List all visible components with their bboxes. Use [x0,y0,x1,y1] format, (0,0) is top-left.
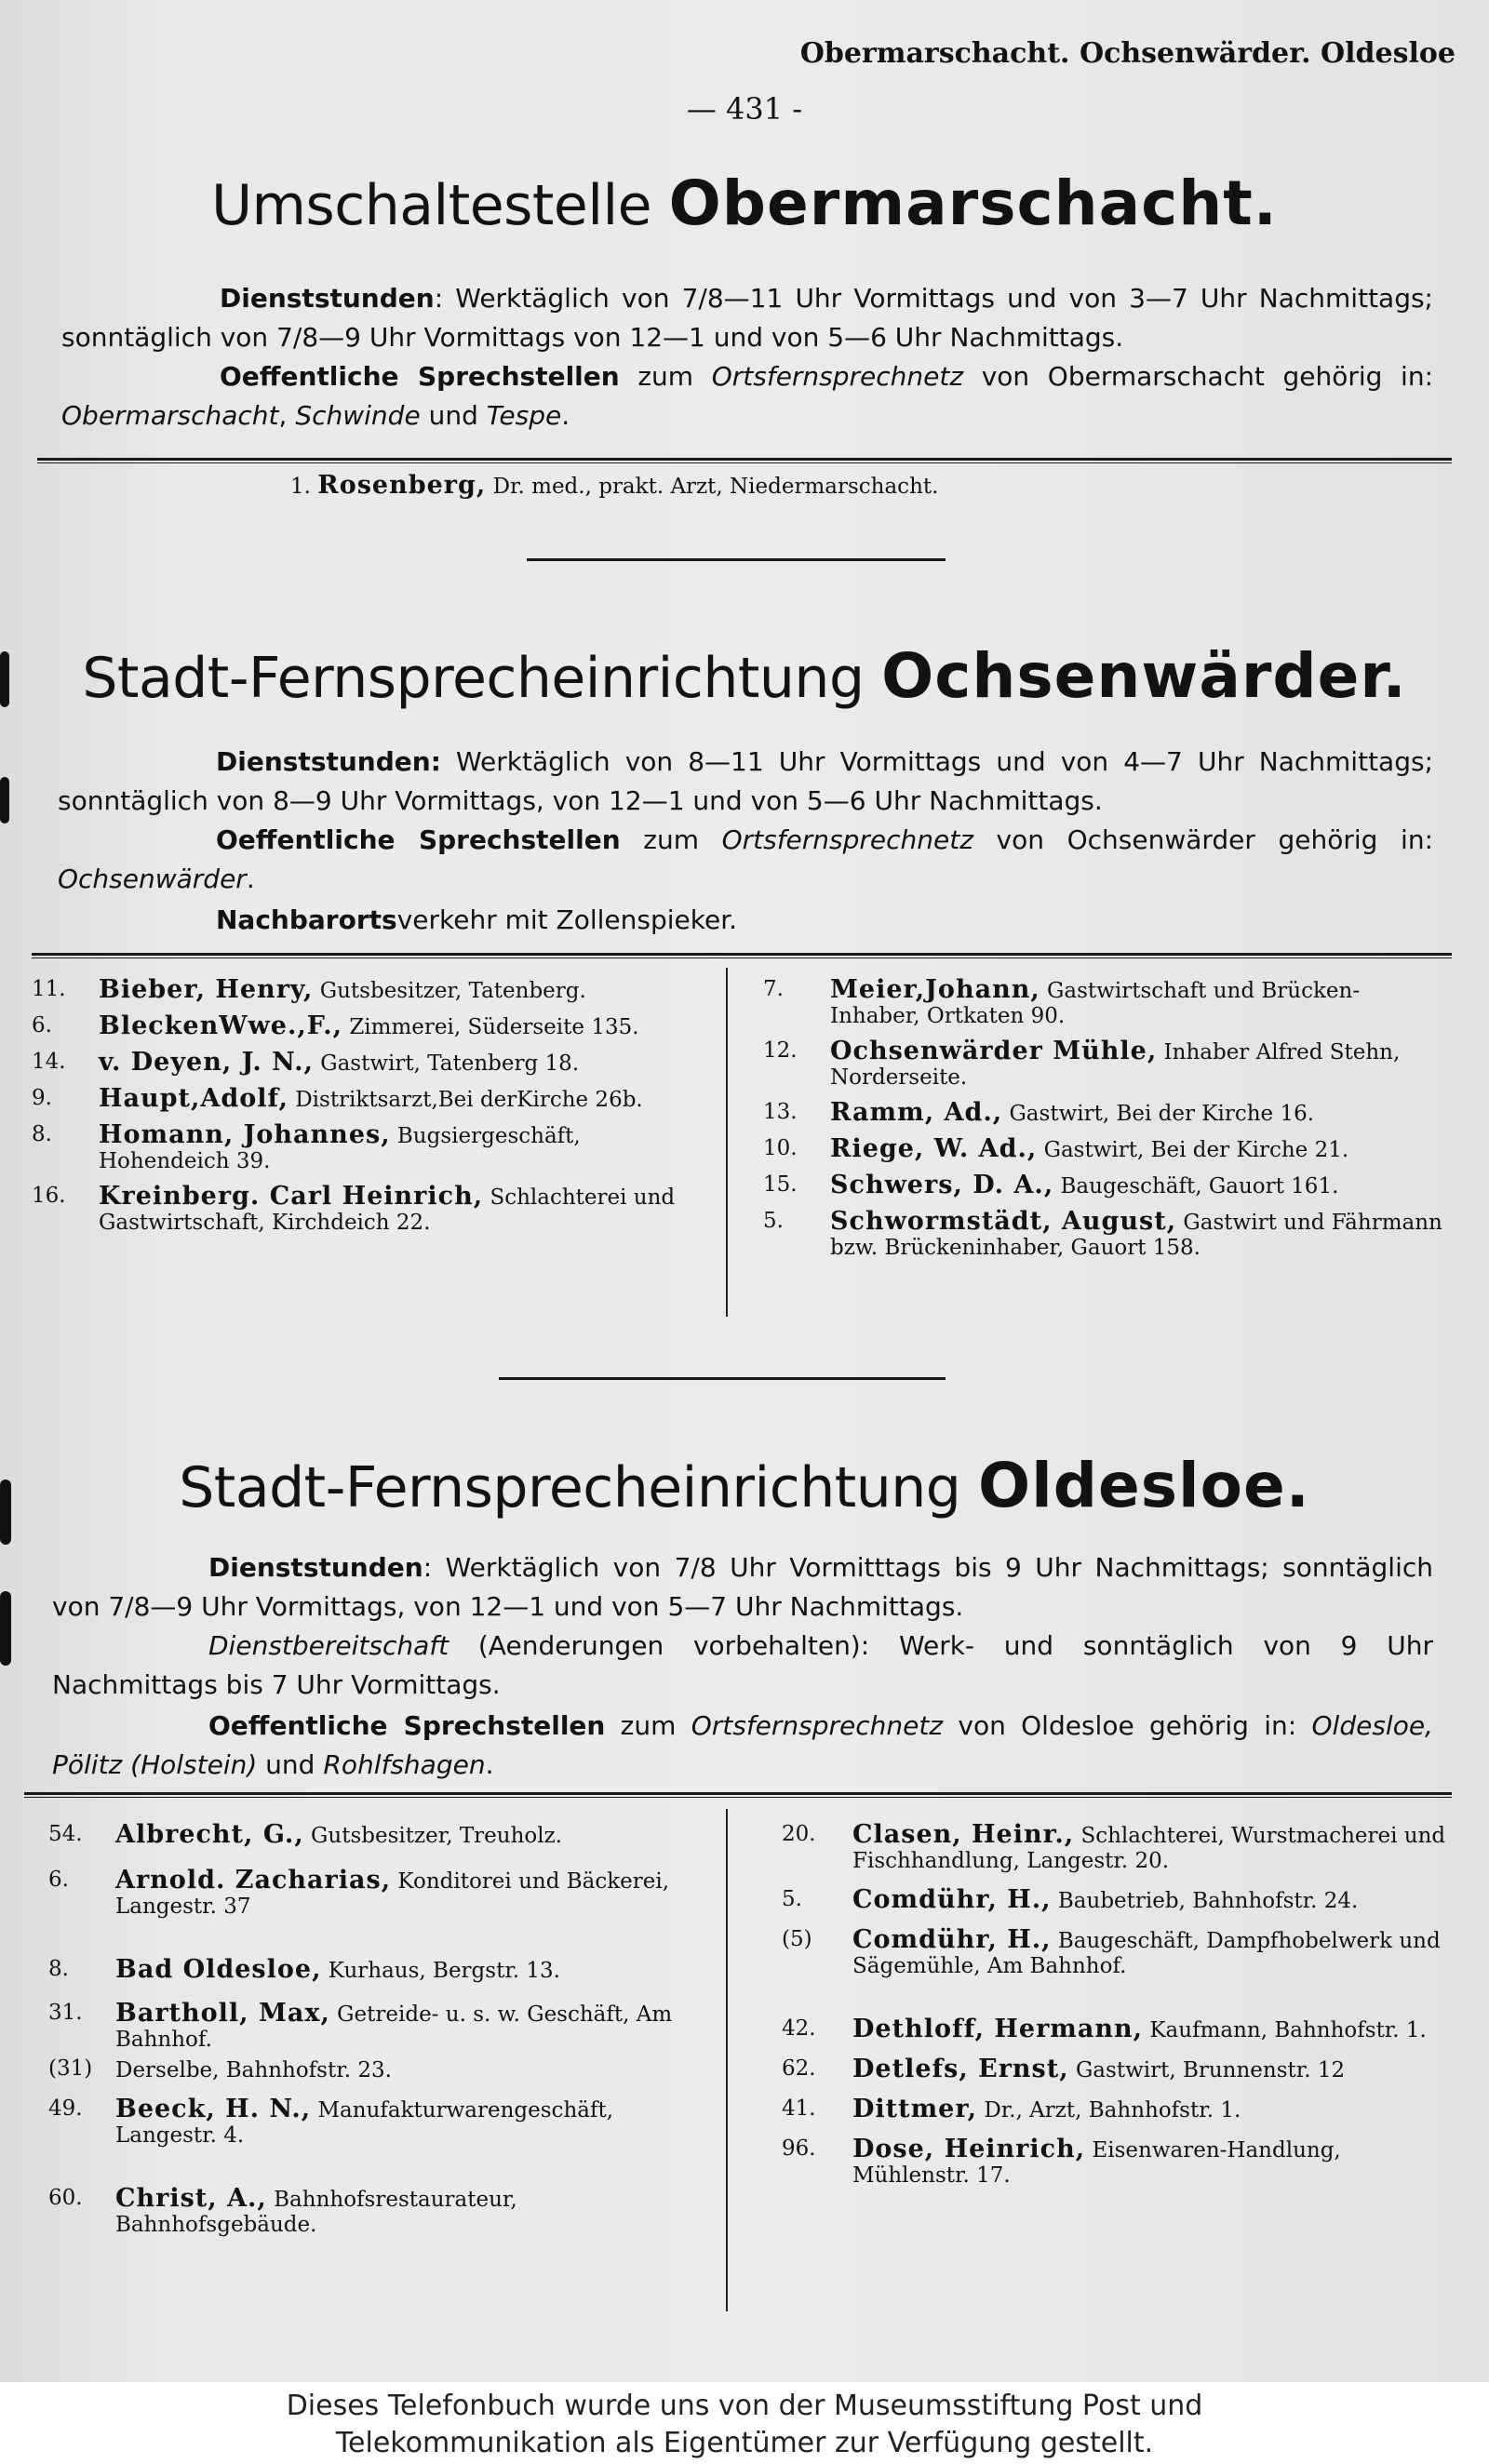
public-text: , [278,400,296,431]
entry-number: 12. [763,1038,798,1063]
entry-name: Meier,Johann, [830,975,1040,1004]
place-name: Rohlfshagen [323,1749,486,1780]
entry-number: 10. [763,1136,798,1160]
public-label: Oeffentliche Sprechstellen [220,361,620,392]
section-title [0,640,1489,712]
entry-text: Kurhaus, Bergstr. 13. [328,1959,560,1983]
title-prefix: Stadt-Fernsprecheinrichtung [179,1455,961,1520]
entry-number: 8. [32,1122,52,1146]
entry-text: Gutsbesitzer, Treuholz. [311,1824,563,1848]
public-text: zum [605,1710,691,1741]
neighbor-traffic [216,901,1426,940]
provenance-footer [0,2382,1489,2464]
entry-text: Getreide- u. s. w. Geschäft, Am Bahnhof. [115,2002,673,2052]
public-text: und [420,400,487,431]
hours-text: Werktäglich von 8—11 Uhr Vormittags und von 4—7 Uhr Nachmittags; sonntäglich von 8—9 Uhr Vormittags, von 12—1 und von 5—6 Uhr Nachmittags. [58,746,1433,816]
entry-number: 6. [32,1013,52,1038]
public-stations [58,821,1433,899]
column-divider [726,1809,728,2311]
list-item [763,1038,1447,1091]
town-name: Obermarschacht. [668,167,1278,239]
entry-name: Arnold. Zacharias, [115,1866,392,1895]
entry-number: 1. [290,475,311,499]
place-name: Schwinde [295,400,421,431]
hours-label: Dienststunden [208,1552,423,1583]
footer-line: Telekommunikation als Eigentümer zur Verfügung gestellt. [335,2427,1154,2459]
entry-text: Distriktsarzt,Bei derKirche 26b. [295,1088,643,1112]
entry-text: Derselbe, Bahnhofstr. 23. [115,2058,392,2082]
section-divider [527,558,946,561]
entry-name: Bieber, Henry, [99,975,314,1004]
standby-label: Dienstbereitschaft [208,1630,449,1661]
section-rule [32,953,1452,958]
entry-text: Zimmerei, Süderseite 135. [349,1015,639,1039]
footer-line: Dieses Telefonbuch wurde uns von der Museumsstiftung Post und [286,2390,1203,2422]
section-divider [499,1377,946,1380]
list-item [782,2056,1447,2083]
public-text: zum [619,361,712,392]
list-item [782,1887,1447,1914]
list-item [48,2056,714,2083]
list-item [32,977,716,1004]
public-text: von Ochsenwärder gehörig in: [973,824,1434,855]
entry-text: Inhaber Alfred Stehn, Norderseite. [830,1040,1401,1090]
entry-number: (5) [782,1927,812,1951]
list-item [48,2096,714,2149]
entry-name: Bartholl, Max, [115,1999,330,2028]
entry-text: Bahnhofsrestaurateur, Bahnhofsgebäude. [115,2188,517,2237]
entry-text: Manufakturwarengeschäft, Langestr. 4. [115,2098,614,2148]
entry-number: 16. [32,1184,66,1208]
list-item [782,2016,1447,2043]
standby-service [52,1627,1433,1705]
public-text: . [246,864,255,894]
standby-text: (Aenderungen vorbehalten): Werk- und sonntäglich von 9 Uhr Nachmittags bis 7 Uhr Vormittags. [52,1630,1433,1700]
entry-name: Clasen, Heinr., [852,1820,1075,1849]
public-stations [61,357,1433,435]
title-prefix: Stadt-Fernsprecheinrichtung [82,646,865,711]
entry-number: 13. [763,1100,798,1124]
office-hours [58,743,1433,821]
entry-number: (31) [48,2056,93,2081]
entry-name: Bad Oldesloe, [115,1955,322,1984]
column-divider [726,968,728,1317]
hours-label: Dienststunden: [216,746,441,777]
list-item [763,977,1447,1029]
entry-name: Detlefs, Ernst, [852,2055,1069,2083]
entry-number: 11. [32,977,66,1001]
net-name: Ortsfernsprechnetz [711,361,964,392]
entry-number: 41. [782,2096,816,2121]
list-item [32,1184,716,1236]
entry-number: 49. [48,2096,83,2121]
binding-mark [0,1591,11,1666]
entry-number: 14. [32,1050,66,1074]
entry-number: 6. [48,1868,69,1892]
entry-text: Dr., Arzt, Bahnhofstr. 1. [984,2098,1241,2123]
entry-number: 20. [782,1822,816,1846]
entry-text: Baubetrieb, Bahnhofstr. 24. [1057,1889,1359,1913]
neighbor-label: Nachbarorts [216,904,397,935]
entry-number: 5. [763,1209,784,1233]
list-item [290,473,1221,500]
list-item [782,1927,1447,1979]
entry-text: Gastwirt, Bei der Kirche 16. [1009,1102,1315,1126]
binding-mark [0,777,9,824]
entry-number: 54. [48,1822,83,1846]
public-stations [52,1707,1433,1785]
entry-name: Albrecht, G., [115,1820,304,1849]
public-text: . [485,1749,494,1780]
entry-text: Baugeschäft, Gauort 161. [1060,1174,1339,1199]
entry-name: Riege, W. Ad., [830,1134,1038,1163]
list-item [48,1822,714,1849]
entry-number: 42. [782,2016,816,2041]
list-item [763,1172,1447,1199]
list-item [32,1050,716,1077]
net-name: Ortsfernsprechnetz [721,824,973,855]
listing-left [48,1822,714,2238]
section-title [0,1450,1489,1521]
entry-name: Dethloff, Hermann, [852,2015,1144,2043]
entry-name: Beeck, H. N., [115,2095,312,2123]
entry-number: 15. [763,1172,798,1197]
list-item [48,2001,714,2053]
entry-text: Gastwirt und Fährmann bzw. Brückeninhaber, Gauort 158. [830,1211,1442,1260]
hours-text: : Werktäglich von 7/8 Uhr Vormitttags bis 9 Uhr Nachmittags; sonntäglich von 7/8—9 Uhr Vormittags, von 12—1 und von 5—7 Uhr Nachmittags. [52,1552,1433,1622]
entry-number: 96. [782,2136,816,2161]
hours-label: Dienststunden [220,283,435,314]
entry-text: Konditorei und Bäckerei, Langestr. 37 [115,1869,670,1919]
entry-name: v. Deyen, J. N., [99,1048,314,1077]
list-item [48,2186,714,2238]
entry-name: Christ, A., [115,2184,267,2213]
section-title [0,167,1489,239]
list-item [48,1957,714,1984]
entry-text: Bugsiergeschäft, Hohendeich 39. [99,1124,581,1173]
entry-text: Schlachterei und Gastwirtschaft, Kirchdeich 22. [99,1185,676,1235]
list-item [782,2096,1447,2123]
entry-name: Homann, Johannes, [99,1120,391,1149]
list-item [782,1822,1447,1874]
list-item [32,1122,716,1174]
place-name: Oldesloe, Pölitz (Holstein) [52,1710,1433,1780]
entry-text: Schlachterei, Wurstmacherei und Fischhandlung, Langestr. 20. [852,1824,1446,1873]
entry-name: Schwers, D. A., [830,1171,1054,1199]
entry-text: Gutsbesitzer, Tatenberg. [319,979,586,1003]
entry-text: Kaufmann, Bahnhofstr. 1. [1149,2018,1427,2042]
place-name: Tespe [486,400,562,431]
public-label: Oeffentliche Sprechstellen [216,824,621,855]
hours-text: : Werktäglich von 7/8—11 Uhr Vormittags und von 3—7 Uhr Nachmittags; sonntäglich von 7/8—9 Uhr Vormittags von 12—1 und von 5—6 Uhr Nachmittags. [61,283,1433,353]
public-text: zum [620,824,722,855]
entry-name: Schwormstädt, August, [830,1207,1177,1236]
entry-text: Dr. med., prakt. Arzt, Niedermarschacht. [492,475,939,499]
entry-text: Gastwirt, Tatenberg 18. [320,1051,580,1076]
town-name: Oldesloe. [977,1450,1310,1521]
entry-number: 7. [763,977,784,1001]
office-hours [52,1548,1433,1627]
entry-number: 5. [782,1887,802,1911]
entry-name: Comdühr, H., [852,1925,1052,1954]
listing-right [782,1822,1447,2189]
list-item [763,1209,1447,1261]
public-label: Oeffentliche Sprechstellen [208,1710,606,1741]
listing-left [32,977,716,1245]
entry-number: 31. [48,2001,83,2025]
list-item [48,1868,714,1920]
public-text: und [257,1749,324,1780]
list-item [763,1136,1447,1163]
entry-name: Comdühr, H., [852,1885,1052,1914]
entry-text: Gastwirt, Bei der Kirche 21. [1043,1138,1349,1162]
entry-name: Dose, Heinrich, [852,2135,1086,2163]
public-text: von Obermarschacht gehörig in: [963,361,1434,392]
entry-name: BleckenWwe.,F., [99,1011,343,1040]
section-rule [24,1792,1452,1798]
entry-name: Dittmer, [852,2095,978,2123]
entry-name: Haupt,Adolf, [99,1084,288,1113]
place-name: Obermarschacht [61,400,279,431]
place-name: Ochsenwärder [58,864,247,894]
neighbor-text: verkehr mit Zollenspieker. [396,904,738,935]
list-item [763,1100,1447,1127]
entry-text: Eisenwaren-Handlung, Mühlenstr. 17. [852,2138,1341,2188]
list-item [32,1086,716,1113]
town-name: Ochsenwärder. [881,640,1407,712]
running-head: Obermarschacht. Ochsenwärder. Oldesloe [799,37,1455,70]
title-prefix: Umschaltestelle [211,173,652,238]
entry-text: Baugeschäft, Dampfhobelwerk und Sägemühle, Am Bahnhof. [852,1929,1441,1978]
entry-text: Gastwirtschaft und Brücken-Inhaber, Ortkaten 90. [830,979,1361,1028]
entry-name: Rosenberg, [317,471,487,500]
public-text: von Oldesloe gehörig in: [943,1710,1312,1741]
section-rule [37,458,1452,463]
public-text: . [561,400,570,431]
net-name: Ortsfernsprechnetz [691,1710,944,1741]
entry-number: 60. [48,2186,83,2210]
listing-right [763,977,1447,1270]
entry-name: Kreinberg. Carl Heinrich, [99,1182,484,1211]
list-item [32,1013,716,1040]
page-number: — 431 - [686,91,803,127]
entry-number: 62. [782,2056,816,2081]
entry-text: Gastwirt, Brunnenstr. 12 [1075,2058,1346,2082]
office-hours [61,279,1433,357]
list-item [782,2136,1447,2189]
entry-name: Ochsenwärder Mühle, [830,1037,1158,1065]
entry-number: 8. [48,1957,69,1981]
entry-number: 9. [32,1086,52,1110]
entry-name: Ramm, Ad., [830,1098,1003,1127]
